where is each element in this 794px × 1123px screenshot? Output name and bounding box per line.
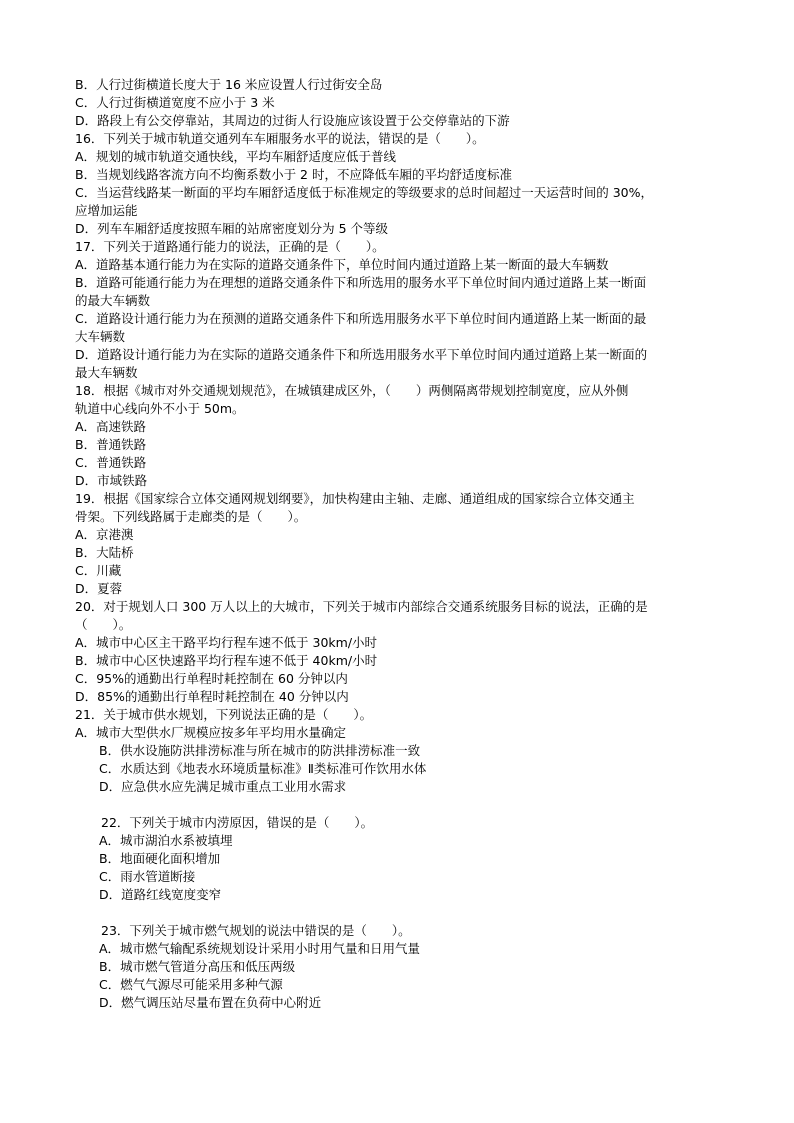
option-20d: D．85%的通勤出行单程时耗控制在 40 分钟以内 [75, 689, 349, 704]
exam-text [75, 76, 723, 1012]
option-17a: A．道路基本通行能力为在实际的道路交通条件下，单位时间内通过道路上某一断面的最大车辆数 [75, 257, 609, 272]
question-17: 17．下列关于道路通行能力的说法，正确的是（ ）。 [75, 239, 385, 254]
option-18c: C．普通铁路 [75, 455, 147, 470]
option-17c-line2: 大车辆数 [75, 329, 126, 344]
option-17b-line2: 的最大车辆数 [75, 293, 151, 308]
option-17d-line1: D．道路设计通行能力为在实际的道路交通条件下和所选用服务水平下单位时间内通过道路上某一断面的 [75, 347, 648, 362]
option-19b: B．大陆桥 [75, 545, 134, 560]
option-16b: B．当规划线路客流方向不均衡系数小于 2 时，不应降低车厢的平均舒适度标准 [75, 167, 512, 182]
option-20b: B．城市中心区快速路平均行程车速不低于 40km/小时 [75, 653, 378, 668]
option-21a: A．城市大型供水厂规模应按多年平均用水量确定 [75, 725, 347, 740]
option-17b-line1: B．道路可能通行能力为在理想的道路交通条件下和所选用的服务水平下单位时间内通过道路上某一断面 [75, 275, 647, 290]
option-23d: D．燃气调压站尽量布置在负荷中心附近 [99, 995, 322, 1010]
option-21d: D．应急供水应先满足城市重点工业用水需求 [99, 779, 347, 794]
option-18a: A．高速铁路 [75, 419, 147, 434]
question-22: 22．下列关于城市内涝原因，错误的是（ ）。 [101, 815, 374, 830]
option-15b: B．人行过街横道长度大于 16 米应设置人行过街安全岛 [75, 77, 383, 92]
option-23b: B．城市燃气管道分高压和低压两级 [99, 959, 296, 974]
option-16a: A．规划的城市轨道交通快线，平均车厢舒适度应低于普线 [75, 149, 397, 164]
question-16: 16．下列关于城市轨道交通列车车厢服务水平的说法，错误的是（ ）。 [75, 131, 485, 146]
option-17c-line1: C．道路设计通行能力为在预测的道路交通条件下和所选用服务水平下单位时间内通道路上某一断面的最 [75, 311, 647, 326]
spacer [75, 904, 723, 922]
option-19a: A．京港澳 [75, 527, 134, 542]
option-23c: C．燃气气源尽可能采用多种气源 [99, 977, 283, 992]
option-18d: D．市域铁路 [75, 473, 148, 488]
option-19d: D．夏蓉 [75, 581, 123, 596]
question-21: 21．关于城市供水规划，下列说法正确的是（ ）。 [75, 707, 373, 722]
option-20a: A．城市中心区主干路平均行程车速不低于 30km/小时 [75, 635, 378, 650]
question-20-line2: （ ）。 [75, 617, 132, 632]
option-15d: D．路段上有公交停靠站，其周边的过街人行设施应该设置于公交停靠站的下游 [75, 113, 510, 128]
option-16c-line2: 应增加运能 [75, 203, 138, 218]
question-20-line1: 20．对于规划人口 300 万人以上的大城市，下列关于城市内部综合交通系统服务目标的说法，正确的是 [75, 599, 648, 614]
option-22a: A．城市湖泊水系被填埋 [99, 833, 233, 848]
option-16d: D．列车车厢舒适度按照车厢的站席密度划分为 5 个等级 [75, 221, 389, 236]
option-22b: B．地面硬化面积增加 [99, 851, 221, 866]
option-22d: D．道路红线宽度变窄 [99, 887, 222, 902]
option-23a: A．城市燃气输配系统规划设计采用小时用气量和日用气量 [99, 941, 421, 956]
option-20c: C．95%的通勤出行单程时耗控制在 60 分钟以内 [75, 671, 348, 686]
question-19-line1: 19．根据《国家综合立体交通网规划纲要》，加快构建由主轴、走廊、通道组成的国家综合立体交通主 [75, 491, 635, 506]
option-21c: C．水质达到《地表水环境质量标准》Ⅱ类标准可作饮用水体 [99, 761, 427, 776]
option-18b: B．普通铁路 [75, 437, 147, 452]
spacer [75, 796, 723, 814]
question-23: 23．下列关于城市燃气规划的说法中错误的是（ ）。 [101, 923, 411, 938]
option-15c: C．人行过街横道宽度不应小于 3 米 [75, 95, 275, 110]
option-19c: C．川藏 [75, 563, 122, 578]
question-19-line2: 骨架。下列线路属于走廊类的是（ ）。 [75, 509, 307, 524]
option-16c-line1: C．当运营线路某一断面的平均车厢舒适度低于标准规定的等级要求的总时间超过一天运营时间的 30%， [75, 185, 653, 200]
question-18-line1: 18．根据《城市对外交通规划规范》，在城镇建成区外，（ ）两侧隔离带规划控制宽度，应从外侧 [75, 383, 629, 398]
option-17d-line2: 最大车辆数 [75, 365, 138, 380]
option-22c: C．雨水管道断接 [99, 869, 196, 884]
option-21b: B．供水设施防洪排涝标准与所在城市的防洪排涝标准一致 [99, 743, 421, 758]
question-18-line2: 轨道中心线向外不小于 50m。 [75, 401, 245, 416]
